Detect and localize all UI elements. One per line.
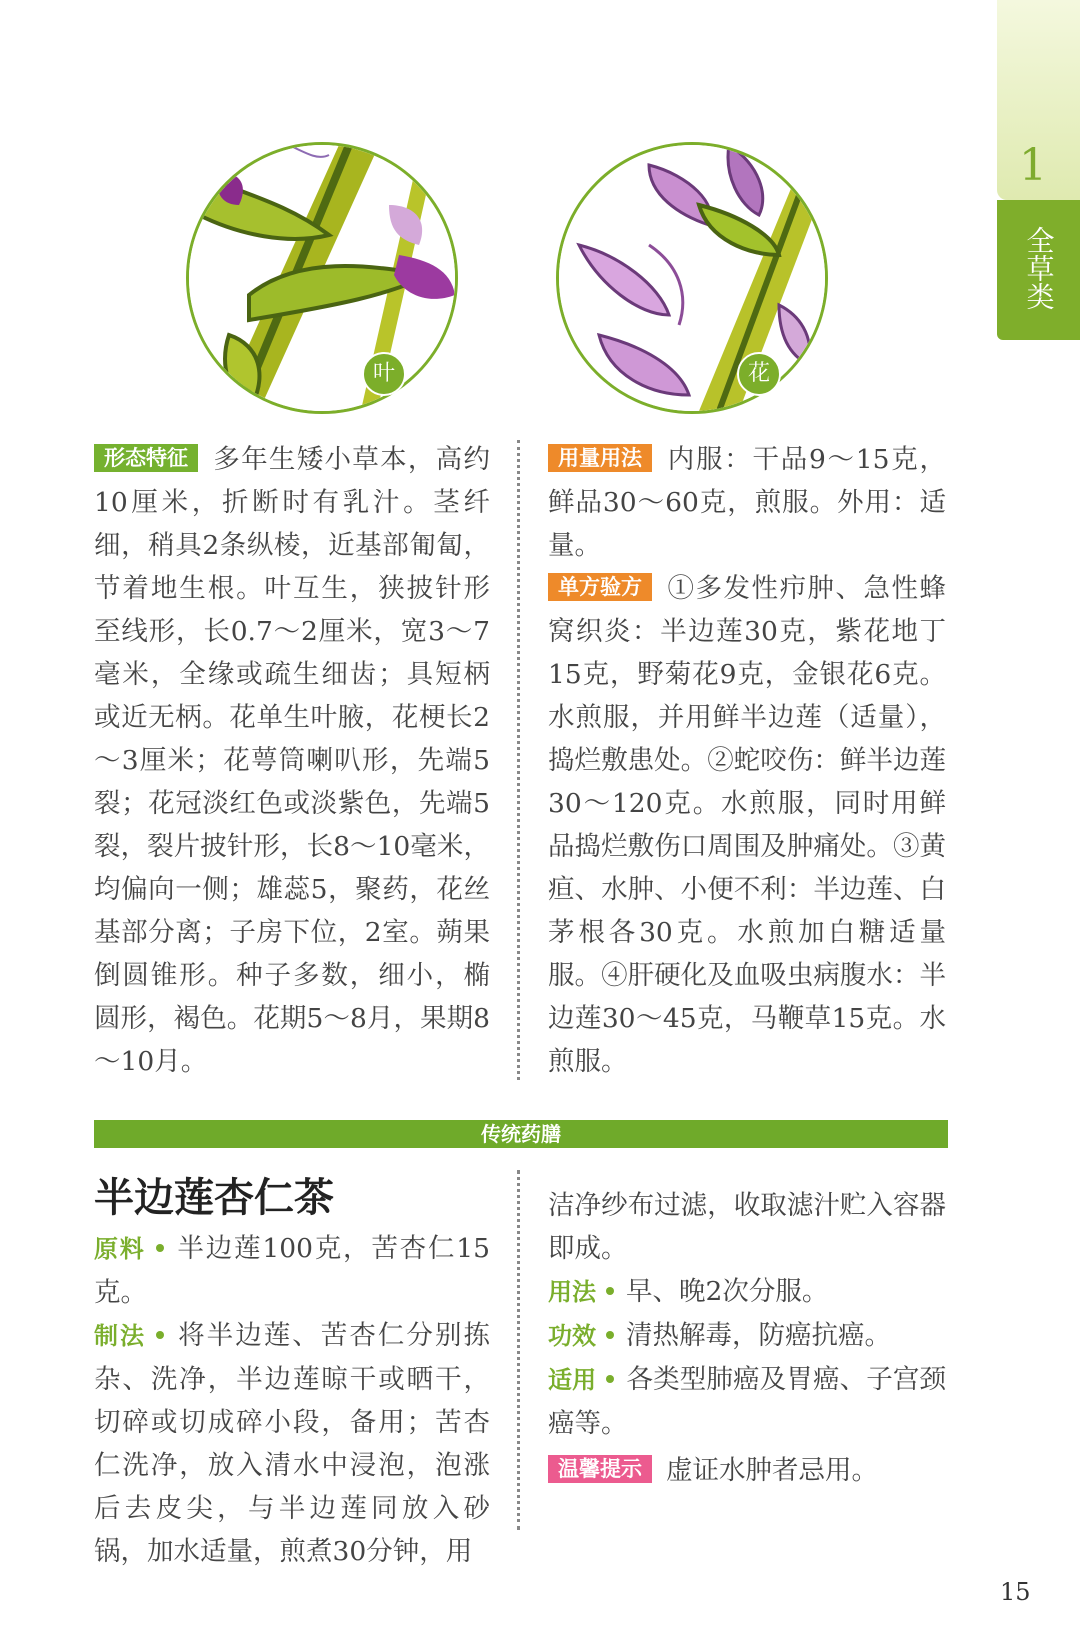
remedies-text: ①多发性疖肿、急性蜂窝织炎：半边莲30克，紫花地丁15克，野菊花9克，金银花6克。水煎服，并用鲜半边莲（适量），捣烂敷患处。②蛇咬伤：鲜半边莲30～120克。水煎服，同时用鲜品捣烂敷伤口周围及肿痛处。③黄疸、水肿、小便不利：半边莲、白茅根各30克。水煎加白糖适量服。④肝硬化及血吸虫病腹水：半边莲30～45克，马鞭草15克。水煎服。 — [548, 573, 946, 1077]
tip-text: 虚证水肿者忌用。 — [666, 1455, 878, 1486]
leaf-illustration — [186, 142, 458, 414]
chapter-label-box — [997, 200, 1080, 340]
ingredients-text: 半边莲100克，苦杏仁15克。 — [94, 1233, 490, 1308]
dosage-tag: 用量用法 — [548, 444, 652, 472]
method-continued: 洁净纱布过滤，收取滤汁贮入容器即成。 — [548, 1190, 946, 1264]
morphology-tag: 形态特征 — [94, 444, 198, 472]
suitable-text: 各类型肺癌及胃癌、子宫颈癌等。 — [548, 1364, 947, 1439]
usage-label: 用法 — [548, 1278, 596, 1306]
method-row — [94, 1314, 490, 1573]
method-label: 制法 — [94, 1322, 147, 1350]
chapter-tab — [997, 0, 1080, 340]
bullet-icon — [606, 1287, 614, 1295]
morphology-text: 多年生矮小草本，高约10厘米，折断时有乳汁。茎纤细，稍具2条纵棱，近基部匍匐，节着地生根。叶互生，狭披针形至线形，长0.7～2厘米，宽3～7毫米，全缘或疏生细齿；具短柄或近无柄。花单生叶腋，花梗长2～3厘米；花萼筒喇叭形，先端5裂；花冠淡红色或淡紫色，先端5裂，裂片披针形，长8～10毫米，均偏向一侧；雄蕊5，聚药，花丝基部分离；子房下位，2室。蒴果倒圆锥形。种子多数，细小，椭圆形，褐色。花期5～8月，果期8～10月。 — [94, 444, 490, 1077]
dosage-block — [548, 438, 946, 567]
method-text-left: 将半边莲、苦杏仁分别拣杂、洗净，半边莲晾干或晒干，切碎或切成碎小段，备用；苦杏仁洗净，放入清水中浸泡，泡涨后去皮尖，与半边莲同放入砂锅，加水适量，煎煮30分钟，用 — [94, 1320, 491, 1567]
recipe-right-column — [548, 1184, 946, 1492]
effect-text: 清热解毒，防癌抗癌。 — [626, 1320, 891, 1351]
usage-text: 早、晚2次分服。 — [626, 1276, 829, 1307]
ingredients-row — [94, 1227, 490, 1314]
leaf-badge: 叶 — [362, 352, 406, 396]
effect-row — [548, 1314, 946, 1358]
chapter-number: 1 — [1019, 140, 1047, 191]
usage-section — [548, 438, 946, 1083]
section-banner: 传统药膳 — [94, 1120, 948, 1148]
flower-badge: 花 — [737, 352, 781, 396]
page-number: 15 — [1000, 1578, 1031, 1606]
bullet-icon — [156, 1331, 164, 1339]
recipe-left-column — [94, 1227, 490, 1573]
tip-row — [548, 1449, 946, 1492]
ingredients-label: 原料 — [94, 1235, 146, 1263]
remedies-tag: 单方验方 — [548, 573, 652, 601]
bullet-icon — [156, 1244, 164, 1252]
chapter-number-box — [997, 0, 1080, 200]
column-divider-bottom — [517, 1170, 520, 1530]
bullet-icon — [606, 1375, 614, 1383]
morphology-section — [94, 438, 490, 1083]
flower-illustration — [556, 142, 828, 414]
recipe-title: 半边莲杏仁茶 — [94, 1174, 334, 1221]
suitable-label: 适用 — [548, 1366, 597, 1394]
suitable-row — [548, 1358, 946, 1445]
usage-row — [548, 1270, 946, 1314]
column-divider-top — [517, 440, 520, 1080]
chapter-label: 全草类 — [1022, 226, 1056, 310]
tip-tag: 温馨提示 — [548, 1455, 652, 1483]
bullet-icon — [606, 1331, 614, 1339]
remedies-block — [548, 567, 946, 1083]
effect-label: 功效 — [548, 1322, 596, 1350]
dosage-text: 内服：干品9～15克，鲜品30～60克，煎服。外用：适量。 — [548, 444, 946, 561]
